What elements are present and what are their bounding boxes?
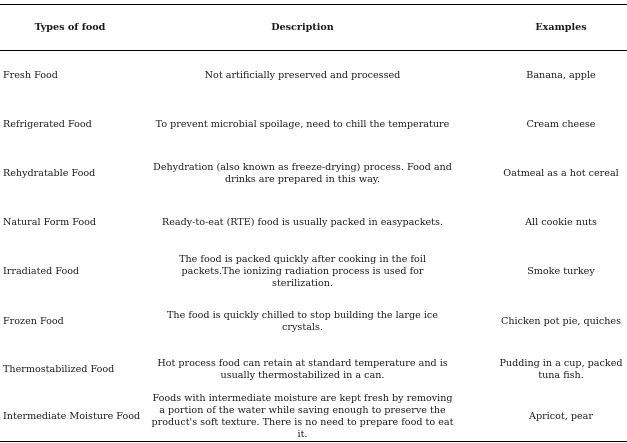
row-6-type: Frozen Food [3,316,64,327]
row-5-examples: Smoke turkey [527,266,595,277]
row-3-type: Rehydratable Food [3,168,96,179]
row-5-type: Irradiated Food [3,266,80,277]
header-examples: Examples [535,22,587,33]
header-types-of-food: Types of food [34,22,106,33]
row-5-description: The food is packed quickly after cooking in the foil packets.The ionizing radiation process is used for sterilization. [179,254,426,289]
row-8-type: Intermediate Moisture Food [3,411,141,422]
row-1-type: Fresh Food [3,70,58,81]
row-7-type: Thermostabilized Food [3,364,115,375]
row-4-examples: All cookie nuts [525,217,597,228]
row-6-examples: Chicken pot pie, quiches [500,316,622,327]
table-header-rule [0,50,627,51]
row-4-type: Natural Form Food [3,217,97,228]
header-description: Description [271,22,334,33]
table-top-rule [0,4,627,5]
row-1-description: Not artificially preserved and processed [204,70,401,81]
row-6-description: The food is quickly chilled to stop building the large ice crystals. [167,310,438,333]
row-3-examples: Oatmeal as a hot cereal [503,168,619,179]
row-8-description: Foods with intermediate moisture are kept fresh by removing a portion of the water while saving enough to preserve the product's soft texture. There is no need to prepare food to eat it. [151,393,454,440]
table-bottom-rule [0,441,627,442]
row-7-description: Hot process food can retain at standard temperature and is usually thermostabilized in a can. [157,358,448,381]
row-2-examples: Cream cheese [526,119,596,130]
row-8-examples: Apricot, pear [529,411,593,422]
row-4-description: Ready-to-eat (RTE) food is usually packed in easypackets. [161,217,444,228]
row-2-description: To prevent microbial spoilage, need to chill the temperature [155,119,450,130]
row-7-examples: Pudding in a cup, packed tuna fish. [499,358,623,381]
row-2-type: Refrigerated Food [3,119,92,130]
row-3-description: Dehydration (also known as freeze-drying) process. Food and drinks are prepared in this way. [153,162,452,185]
row-1-examples: Banana, apple [526,70,596,81]
